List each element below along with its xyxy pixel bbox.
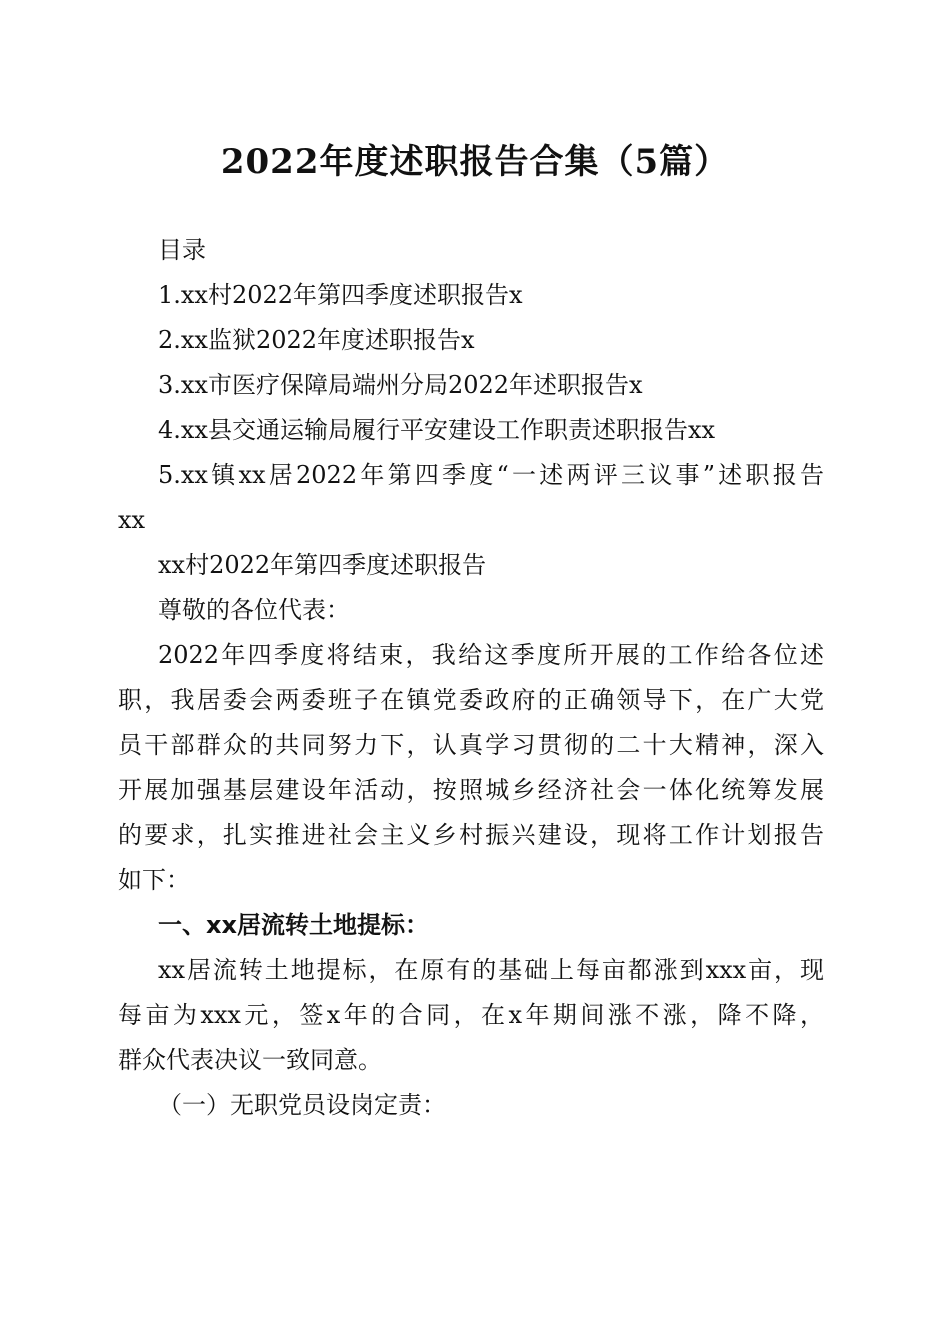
heading-land-transfer: 一、xx居流转土地提标： <box>158 911 429 939</box>
intro-line: 职，我居委会两委班子在镇党委政府的正确领导下，在广大党 <box>118 686 824 714</box>
intro-paragraph <box>118 633 824 903</box>
intro-line: 2022年四季度将结束，我给这季度所开展的工作给各位述 <box>158 641 824 669</box>
toc-item-3: 3.xx市医疗保障局端州分局2022年述职报告x <box>158 371 643 399</box>
toc-item-2: 2.xx监狱2022年度述职报告x <box>158 326 475 354</box>
toc-item-1: 1.xx村2022年第四季度述职报告x <box>158 281 523 309</box>
salutation: 尊敬的各位代表： <box>158 596 350 624</box>
toc-item-4: 4.xx县交通运输局履行平安建设工作职责述职报告xx <box>158 416 716 444</box>
section-title: xx村2022年第四季度述职报告 <box>158 551 487 579</box>
intro-line: 如下： <box>118 866 190 894</box>
toc-item-5-continued: xx <box>118 506 146 534</box>
intro-line: 开展加强基层建设年活动，按照城乡经济社会一体化统筹发展 <box>118 776 824 804</box>
land-paragraph <box>118 948 824 1083</box>
toc-label: 目录 <box>158 236 206 264</box>
intro-line: 的要求，扎实推进社会主义乡村振兴建设，现将工作计划报告 <box>118 821 824 849</box>
land-line: 每亩为xxx元，签x年的合同，在x年期间涨不涨，降不降， <box>118 1001 824 1029</box>
document-title: 2022年度述职报告合集（5篇） <box>220 142 730 182</box>
toc-item-5: 5.xx镇xx居2022年第四季度“一述两评三议事”述职报告 <box>158 461 824 489</box>
sub-heading-party-members: （一）无职党员设岗定责： <box>158 1091 446 1119</box>
land-line: xx居流转土地提标，在原有的基础上每亩都涨到xxx亩，现 <box>158 956 824 984</box>
land-line: 群众代表决议一致同意。 <box>118 1046 382 1074</box>
intro-line: 员干部群众的共同努力下，认真学习贯彻的二十大精神，深入 <box>118 731 824 759</box>
